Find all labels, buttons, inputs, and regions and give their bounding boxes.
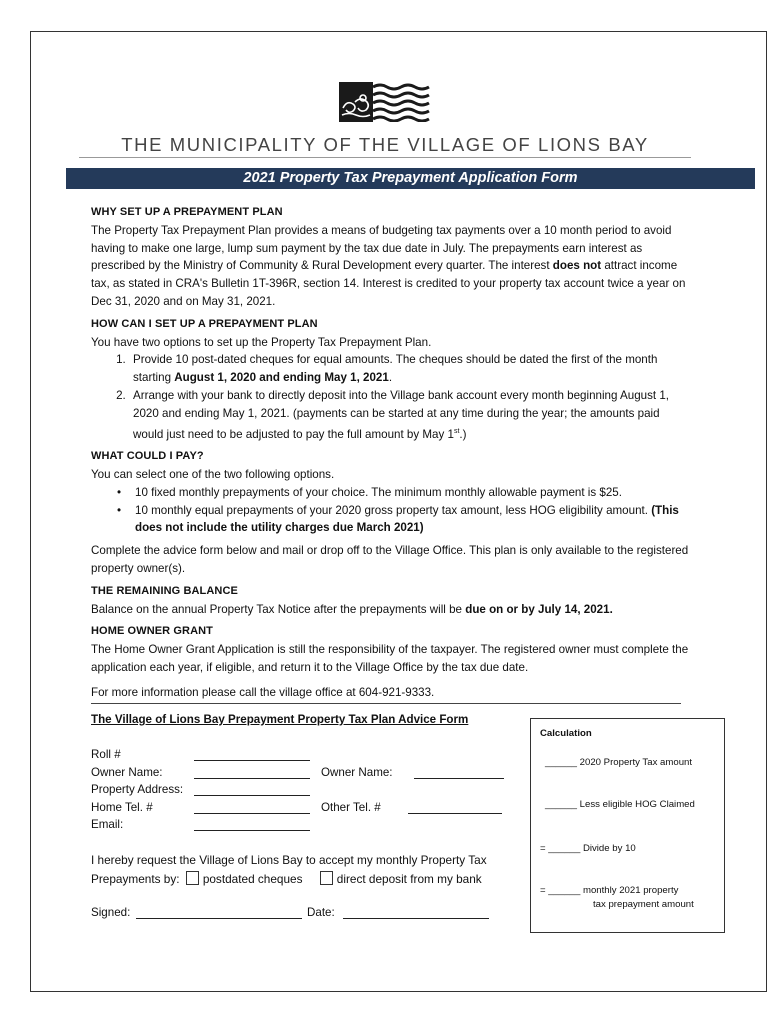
form-title-banner: 2021 Property Tax Prepayment Application Form [66, 168, 755, 189]
signed-label: Signed: [91, 906, 131, 919]
section-heading: WHY SET UP A PREPAYMENT PLAN [91, 206, 283, 218]
request-text: I hereby request the Village of Lions Bay to accept my monthly Property Tax [91, 853, 487, 867]
bold-text: does not [552, 259, 602, 273]
section-pay [91, 448, 691, 578]
direct-deposit-checkbox[interactable] [320, 871, 333, 885]
property-address-label: Property Address: [91, 783, 184, 796]
checkbox-label: postdated cheques [202, 872, 303, 886]
checkbox-label: direct deposit from my bank [336, 872, 482, 886]
email-label: Email: [91, 818, 124, 831]
calc-row-monthly: = ______ monthly 2021 property [540, 885, 679, 896]
bold-text: August 1, 2020 and ending May 1, 2021 [174, 371, 389, 385]
owner-name-field[interactable] [194, 766, 310, 779]
list-item [129, 351, 691, 387]
owner-name-2-field[interactable] [414, 766, 504, 779]
header-divider [79, 157, 691, 158]
text: Prepayments by: [91, 872, 180, 886]
roll-label: Roll # [91, 748, 121, 761]
calculation-box [530, 718, 725, 933]
text: Balance on the annual Property Tax Notice after the prepayments will be [91, 602, 466, 616]
calculation-title: Calculation [540, 728, 592, 739]
date-label: Date: [307, 906, 335, 919]
list-item [135, 502, 691, 538]
text: Provide 10 post-dated cheques for equal amounts. The cheques should be dated the first of the month starting [133, 353, 658, 385]
text: Arrange with your bank to directly deposit into the Village bank account every month beginning August 1, 2020 and ending May 1, 2021. (payments can be started at any time during the year; the amounts paid would just need to be adjusted to pay the full amount by May 1 [133, 388, 670, 441]
section-balance [91, 583, 691, 619]
advice-form-title: The Village of Lions Bay Prepayment Property Tax Plan Advice Form [91, 713, 469, 726]
roll-field[interactable] [194, 748, 310, 761]
owner-name-2-label: Owner Name: [321, 766, 393, 779]
list-item: • 10 fixed monthly prepayments of your choice. The minimum monthly allowable payment is $25. [135, 484, 691, 502]
section-heading: WHAT COULD I PAY? [91, 450, 204, 463]
section-heading: HOME OWNER GRANT [91, 625, 213, 638]
paragraph: The Home Owner Grant Application is still the responsibility of the taxpayer. The registered owner must complete the application each year, if eligible, and return it to the Village Office by the tax due date. [91, 643, 689, 674]
options-list [91, 351, 691, 443]
section-heading: HOW CAN I SET UP A PREPAYMENT PLAN [91, 317, 318, 330]
text: . [388, 371, 393, 385]
paragraph [91, 222, 691, 311]
home-tel-label: Home Tel. # [91, 801, 153, 814]
list-item [129, 387, 691, 443]
calc-row-hog: ______ Less eligible HOG Claimed [545, 799, 695, 810]
section-grant [91, 623, 691, 676]
section-divider [91, 703, 681, 704]
section-how [91, 316, 691, 443]
form-body [91, 204, 691, 682]
home-tel-field[interactable] [194, 801, 310, 814]
text: attract income tax, as stated in CRA's Bulletin 1T-396R, section 14. Interest is credited to your property tax account twice a year on Dec 31, 2020 and on May 31, 2021. [91, 259, 686, 308]
village-logo-icon [339, 82, 431, 122]
paragraph [91, 601, 691, 619]
bold-text: (This does not include the utility charges due March 2021) [135, 503, 679, 535]
date-field[interactable] [343, 906, 489, 919]
bullet-list [91, 484, 691, 537]
contact-info: For more information please call the village office at 604-921-9333. [91, 686, 435, 699]
calc-row-monthly-2: tax prepayment amount [593, 899, 694, 910]
calc-row-divide: = ______ Divide by 10 [540, 843, 636, 854]
other-tel-label: Other Tel. # [321, 801, 381, 814]
paragraph: Complete the advice form below and mail or drop off to the Village Office. This plan is only available to the registered property owner(s). [91, 544, 689, 575]
text: .) [459, 427, 467, 441]
paragraph: You can select one of the two following options. [91, 468, 335, 482]
section-heading: THE REMAINING BALANCE [91, 584, 238, 597]
property-address-field[interactable] [194, 783, 310, 796]
municipality-name: THE MUNICIPALITY OF THE VILLAGE OF LIONS BAY [121, 134, 649, 155]
calc-row-tax-amount: ______ 2020 Property Tax amount [545, 757, 693, 768]
text: 10 monthly equal prepayments of your 2020 gross property tax amount, less HOG eligibility amount. [135, 503, 652, 517]
email-field[interactable] [194, 818, 310, 831]
other-tel-field[interactable] [408, 801, 502, 814]
superscript: st [453, 427, 460, 435]
signature-field[interactable] [136, 906, 302, 919]
bold-text: due on or by July 14, 2021. [465, 602, 613, 616]
section-why [91, 204, 691, 311]
text: The Property Tax Prepayment Plan provides a means of budgeting tax payments over a 10 month period to avoid having to make one large, lump sum payment by the tax due date in July. The prepayments earn interest as prescribed by the Ministry of Community & Rural Development every quarter. The interest [91, 223, 672, 273]
paragraph: You have two options to set up the Property Tax Prepayment Plan. [91, 335, 432, 349]
payment-method-row [91, 871, 482, 886]
postdated-cheques-checkbox[interactable] [186, 871, 199, 885]
owner-name-label: Owner Name: [91, 766, 163, 779]
